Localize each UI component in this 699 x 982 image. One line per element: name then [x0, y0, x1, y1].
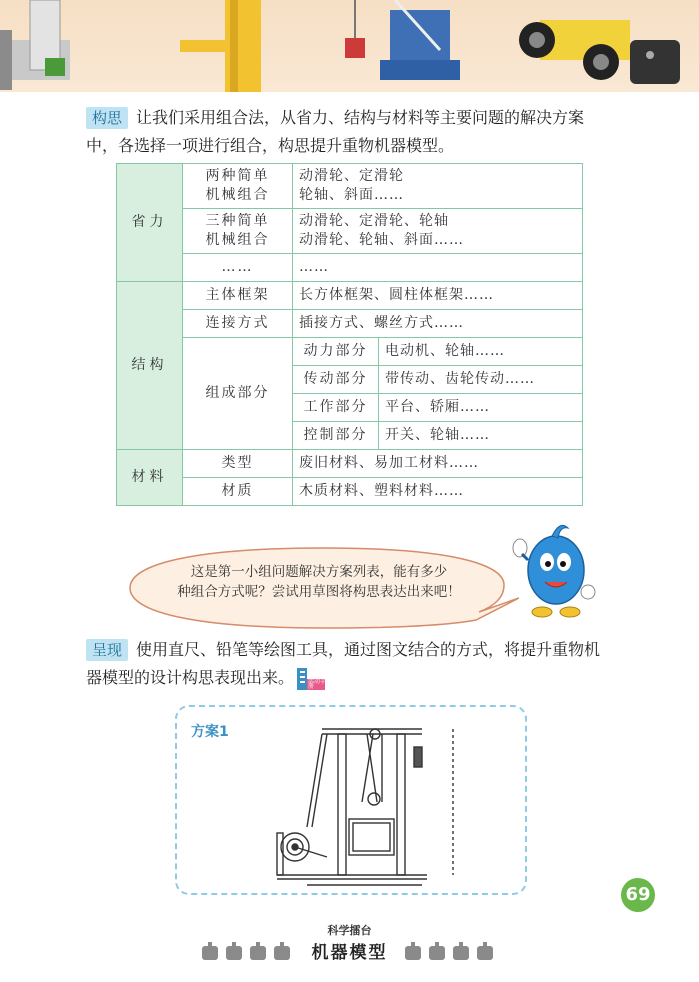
table-part-value-cell: 平台、轿厢……	[379, 394, 583, 422]
figure-title: 方案1	[191, 724, 229, 740]
banner-illustration	[0, 0, 699, 92]
table-value-cell: 动滑轮、定滑轮、轮轴 动滑轮、轮轴、斜面……	[293, 209, 583, 254]
conception-tag: 构思	[86, 107, 128, 129]
speech-bubble-line: 这是第一小组问题解决方案列表，能有多少	[190, 564, 448, 580]
table-part-value-cell: 开关、轮轴……	[379, 422, 583, 450]
lift-machine-sketch	[177, 707, 521, 889]
mascot-character-icon	[500, 512, 610, 622]
table-part-value-cell: 电动机、轮轴……	[379, 338, 583, 366]
conception-text: 让我们采用组合法，从省力、结构与材料等主要问题的解决方案中，各选择一项进行组合，构思提升重物机器模型。	[86, 108, 585, 155]
activity-handbook-icon	[296, 667, 326, 691]
header-banner-image	[0, 0, 699, 92]
table-row	[117, 338, 583, 366]
table-subcategory-cell: 两种简单 机械组合	[183, 164, 293, 209]
table-subcategory-cell: 连接方式	[183, 310, 293, 338]
table-subcategory-cell: 类型	[183, 450, 293, 478]
presentation-text: 使用直尺、铅笔等绘图工具，通过图文结合的方式，将提升重物机器模型的设计构思表现出来。	[86, 640, 601, 687]
table-value-cell: 废旧材料、易加工材料……	[293, 450, 583, 478]
table-row	[117, 478, 583, 506]
presentation-paragraph	[86, 636, 616, 692]
table-row	[117, 164, 583, 209]
table-value-cell: 长方体框架、圆柱体框架……	[293, 282, 583, 310]
table-row	[117, 282, 583, 310]
table-row	[117, 254, 583, 282]
table-value-cell: 动滑轮、定滑轮 轮轴、斜面……	[293, 164, 583, 209]
table-category-cell: 结构	[117, 282, 183, 450]
table-subcategory-cell: 三种简单 机械组合	[183, 209, 293, 254]
page-number: 69	[621, 878, 655, 912]
table-category-cell: 省力	[117, 164, 183, 282]
footer-right-decoration-icon	[403, 942, 499, 962]
solution-table	[116, 163, 583, 506]
activity-handbook-label: 活动手册	[308, 677, 327, 690]
footer-subtitle: 科学擂台	[327, 924, 372, 937]
footer-title: 机器模型	[311, 943, 388, 963]
speech-bubble-line: 种组合方式呢？尝试用草图将构思表达出来吧！	[177, 584, 461, 600]
table-part-value-cell: 带传动、齿轮传动……	[379, 366, 583, 394]
table-row	[117, 310, 583, 338]
speech-bubble	[124, 540, 524, 630]
table-subcategory-cell: 主体框架	[183, 282, 293, 310]
table-part-name-cell: 动力部分	[293, 338, 379, 366]
table-part-name-cell: 工作部分	[293, 394, 379, 422]
table-row	[117, 450, 583, 478]
footer-left-decoration-icon	[200, 942, 296, 962]
table-row	[117, 209, 583, 254]
conception-paragraph	[86, 104, 616, 160]
table-value-cell: 插接方式、螺丝方式……	[293, 310, 583, 338]
table-part-name-cell: 传动部分	[293, 366, 379, 394]
table-value-cell: 木质材料、塑料材料……	[293, 478, 583, 506]
table-value-cell: ……	[293, 254, 583, 282]
page-footer	[0, 922, 699, 972]
table-subcategory-cell: 材质	[183, 478, 293, 506]
table-subcategory-cell: ……	[183, 254, 293, 282]
speech-bubble-text	[154, 562, 484, 602]
table-category-cell: 材料	[117, 450, 183, 506]
presentation-tag: 呈现	[86, 639, 128, 661]
table-part-name-cell: 控制部分	[293, 422, 379, 450]
table-subcategory-cell: 组成部分	[183, 338, 293, 450]
design-sketch-box	[175, 705, 527, 895]
